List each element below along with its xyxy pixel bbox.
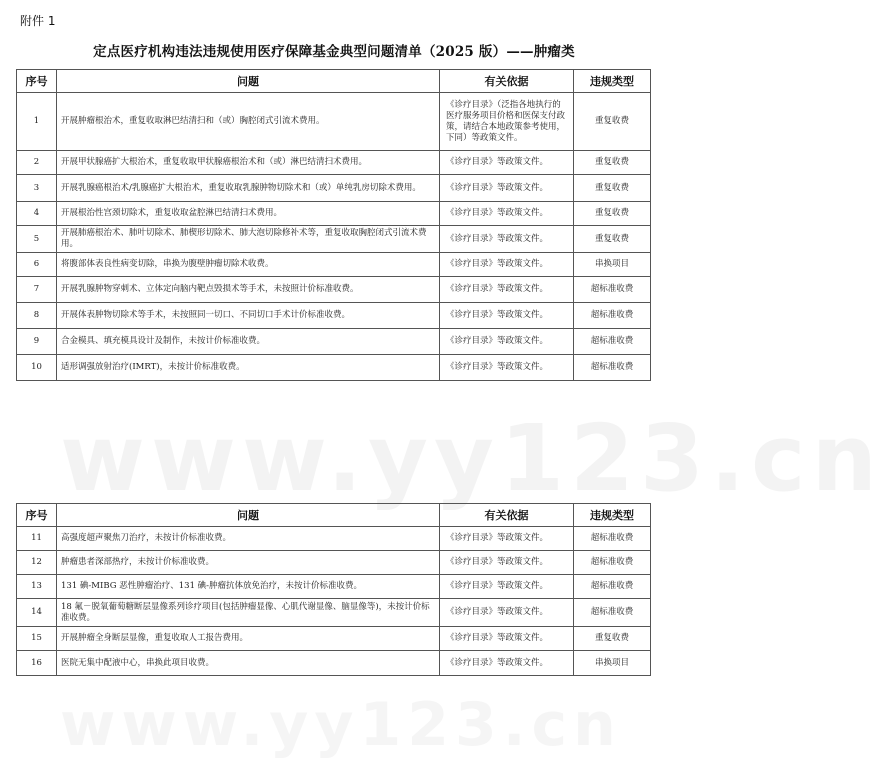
table-row: [17, 651, 651, 676]
table-row: [17, 151, 651, 175]
row-number: 12: [17, 551, 57, 575]
issue-text: 开展根治性宫颈切除术，重复收取盆腔淋巴结清扫术费用。: [57, 202, 440, 226]
row-number: 9: [17, 329, 57, 355]
issue-text: 开展甲状腺癌扩大根治术，重复收取甲状腺癌根治术和（或）淋巴结清扫术费用。: [57, 151, 440, 175]
table-row: [17, 277, 651, 303]
violation-type: 超标准收费: [574, 551, 651, 575]
basis-text: 《诊疗目录》等政策文件。: [440, 175, 574, 202]
issue-text: 将腹部体表良性病变切除，串换为腹壁肿瘤切除术收费。: [57, 253, 440, 277]
watermark: www.yy123.cn: [60, 405, 883, 512]
violation-type: 超标准收费: [574, 575, 651, 599]
violation-type: 重复收费: [574, 202, 651, 226]
row-number: 15: [17, 627, 57, 651]
header-basis: 有关依据: [440, 70, 574, 93]
violation-type: 重复收费: [574, 93, 651, 151]
attachment-label: 附件 1: [20, 14, 56, 28]
header-type: 违规类型: [574, 504, 651, 527]
basis-text: 《诊疗目录》等政策文件。: [440, 303, 574, 329]
violation-type: 串换项目: [574, 651, 651, 676]
watermark-bottom: www.yy123.cn: [60, 690, 622, 760]
violation-type: 重复收费: [574, 175, 651, 202]
document-title: 定点医疗机构违法违规使用医疗保障基金典型问题清单（2025 版）——肿瘤类: [93, 44, 575, 60]
basis-text: 《诊疗目录》等政策文件。: [440, 651, 574, 676]
issue-text: 开展肿瘤全身断层显像，重复收取人工报告费用。: [57, 627, 440, 651]
issue-text: 肿瘤患者深部热疗，未按计价标准收费。: [57, 551, 440, 575]
issue-text: 18 氟－脱氧葡萄糖断层显像系列诊疗项目(包括肿瘤显像、心肌代谢显像、脑显像等)，未按计价标准收费。: [57, 599, 440, 627]
table-row: [17, 253, 651, 277]
basis-text: 《诊疗目录》等政策文件。: [440, 527, 574, 551]
header-issue: 问题: [57, 504, 440, 527]
basis-text: 《诊疗目录》等政策文件。: [440, 355, 574, 381]
row-number: 1: [17, 93, 57, 151]
basis-text: 《诊疗目录》等政策文件。: [440, 329, 574, 355]
violation-type: 超标准收费: [574, 303, 651, 329]
row-number: 14: [17, 599, 57, 627]
violation-type: 超标准收费: [574, 277, 651, 303]
table-row: [17, 303, 651, 329]
basis-text: 《诊疗目录》（泛指各地执行的医疗服务项目价格和医保支付政策，请结合本地政策参考使用，下同）等政策文件。: [440, 93, 574, 151]
violation-type: 重复收费: [574, 226, 651, 253]
header-num: 序号: [17, 70, 57, 93]
row-number: 16: [17, 651, 57, 676]
header-issue: 问题: [57, 70, 440, 93]
issue-text: 合金模具、填充模具设计及制作，未按计价标准收费。: [57, 329, 440, 355]
table-row: [17, 226, 651, 253]
table-row: [17, 175, 651, 202]
basis-text: 《诊疗目录》等政策文件。: [440, 599, 574, 627]
basis-text: 《诊疗目录》等政策文件。: [440, 551, 574, 575]
table-row: [17, 599, 651, 627]
basis-text: 《诊疗目录》等政策文件。: [440, 151, 574, 175]
table-row: [17, 329, 651, 355]
row-number: 5: [17, 226, 57, 253]
table-header-row: [17, 504, 651, 527]
row-number: 4: [17, 202, 57, 226]
issue-text: 131 碘-MIBG 恶性肿瘤治疗、131 碘-肿瘤抗体放免治疗，未按计价标准收费。: [57, 575, 440, 599]
issue-text: 医院无集中配液中心，串换此项目收费。: [57, 651, 440, 676]
issue-text: 开展乳腺肿物穿刺术、立体定向脑内靶点毁损术等手术，未按照计价标准收费。: [57, 277, 440, 303]
table-row: [17, 202, 651, 226]
basis-text: 《诊疗目录》等政策文件。: [440, 253, 574, 277]
violation-type: 超标准收费: [574, 599, 651, 627]
issues-table-2: [16, 503, 651, 676]
basis-text: 《诊疗目录》等政策文件。: [440, 277, 574, 303]
basis-text: 《诊疗目录》等政策文件。: [440, 226, 574, 253]
basis-text: 《诊疗目录》等政策文件。: [440, 575, 574, 599]
table-row: [17, 575, 651, 599]
header-num: 序号: [17, 504, 57, 527]
issue-text: 高强度超声聚焦刀治疗，未按计价标准收费。: [57, 527, 440, 551]
issues-table-1: [16, 69, 651, 381]
row-number: 7: [17, 277, 57, 303]
row-number: 10: [17, 355, 57, 381]
basis-text: 《诊疗目录》等政策文件。: [440, 627, 574, 651]
row-number: 2: [17, 151, 57, 175]
violation-type: 串换项目: [574, 253, 651, 277]
table-row: [17, 551, 651, 575]
basis-text: 《诊疗目录》等政策文件。: [440, 202, 574, 226]
table-row: [17, 527, 651, 551]
table-row: [17, 93, 651, 151]
row-number: 6: [17, 253, 57, 277]
header-basis: 有关依据: [440, 504, 574, 527]
violation-type: 超标准收费: [574, 329, 651, 355]
issue-text: 开展体表肿物切除术等手术，未按照同一切口、不同切口手术计价标准收费。: [57, 303, 440, 329]
violation-type: 重复收费: [574, 627, 651, 651]
issue-text: 开展肺癌根治术、肺叶切除术、肺楔形切除术、肺大泡切除修补术等，重复收取胸腔闭式引流术费用。: [57, 226, 440, 253]
table-header-row: [17, 70, 651, 93]
row-number: 3: [17, 175, 57, 202]
violation-type: 重复收费: [574, 151, 651, 175]
issue-text: 开展乳腺癌根治术/乳腺癌扩大根治术，重复收取乳腺肿物切除术和（或）单纯乳房切除术费用。: [57, 175, 440, 202]
row-number: 11: [17, 527, 57, 551]
issue-text: 适形调强放射治疗(IMRT)，未按计价标准收费。: [57, 355, 440, 381]
row-number: 13: [17, 575, 57, 599]
violation-type: 超标准收费: [574, 527, 651, 551]
issue-text: 开展肿瘤根治术，重复收取淋巴结清扫和（或）胸腔闭式引流术费用。: [57, 93, 440, 151]
violation-type: 超标准收费: [574, 355, 651, 381]
header-type: 违规类型: [574, 70, 651, 93]
table-row: [17, 627, 651, 651]
table-row: [17, 355, 651, 381]
row-number: 8: [17, 303, 57, 329]
